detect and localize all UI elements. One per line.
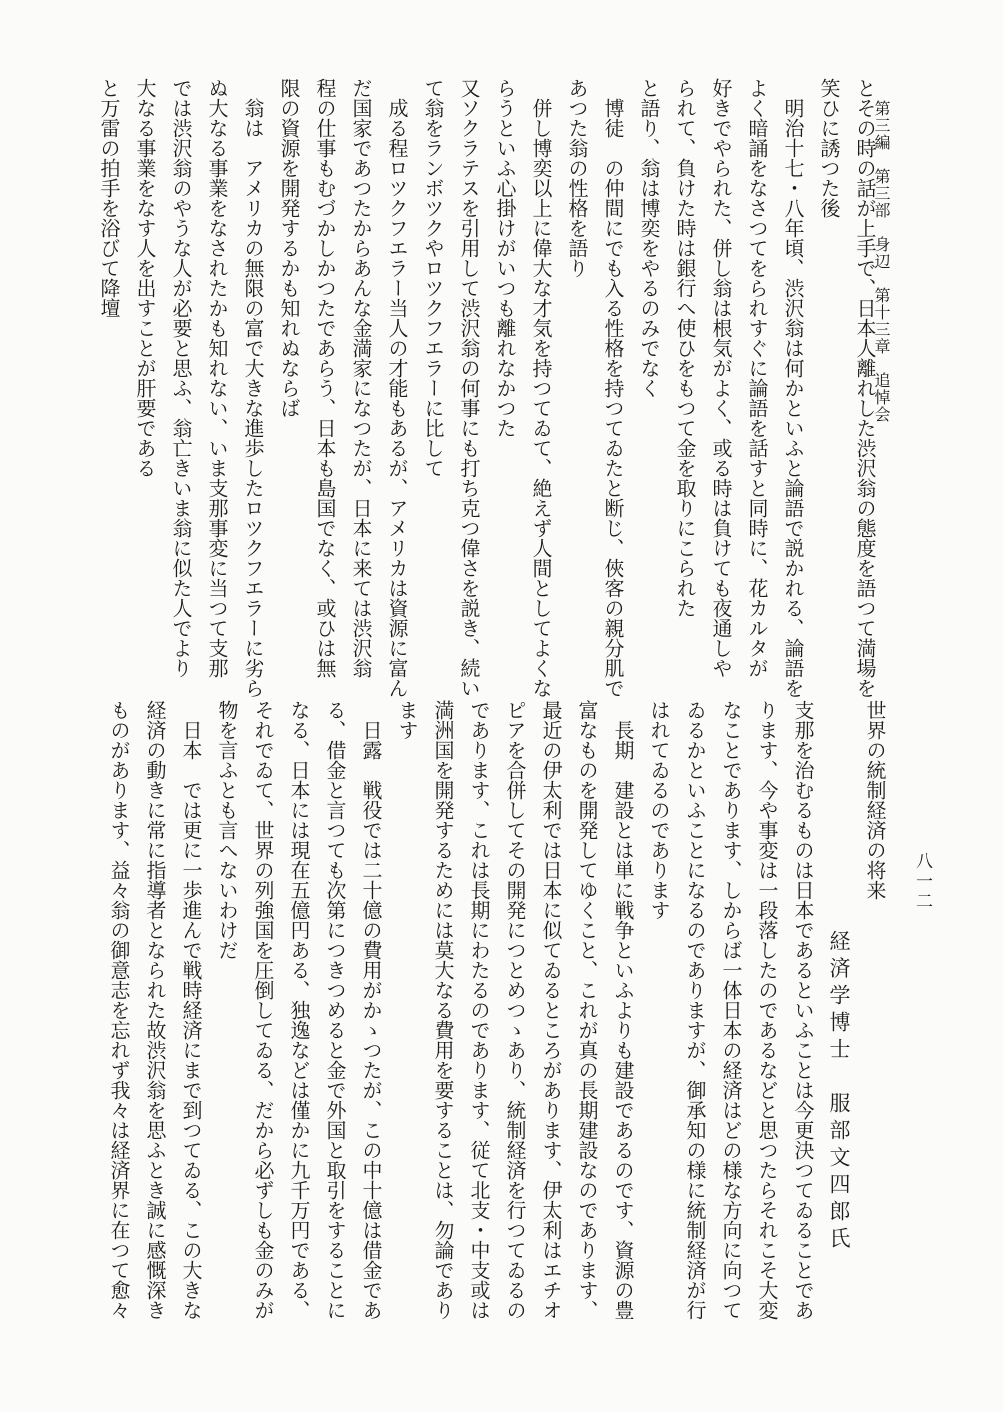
text-column: 経済の動きに常に指導者となられた故渋沢翁を思ふとき誠に感慨深き	[143, 700, 167, 1320]
text-column: 併し博奕以上に偉大な才気を持つてゐて、絶えず人間としてよくな	[529, 78, 553, 698]
text-column: はれてゐるのであります	[647, 700, 671, 920]
text-column: られて、負けた時は銀行へ使ひをもつて金を取りにこられた	[673, 78, 697, 618]
text-column: 長期 建設とは単に戦争といふよりも建設であるのです、資源の豊	[611, 700, 635, 1320]
text-column: よく暗誦をなさつてをられすぐに論語を話すと同時に、花カルタが	[745, 78, 769, 678]
text-column: と万雷の拍手を浴びて降壇	[97, 78, 121, 318]
text-column: る、借金と言つても次第につきつめると金で外国と取引をすることに	[323, 700, 347, 1320]
text-column: ゐるかといふことになるのでありますが、御承知の様に統制経済が行	[683, 700, 707, 1320]
text-column: らうといふ心掛けがいつも離れなかつた	[493, 78, 517, 438]
text-column: 最近の伊太利では日本に似てゐるところがあります、伊太利はエチオ	[539, 700, 563, 1320]
lower-text-block	[33, 700, 893, 1340]
text-column: 翁は アメリカの無限の富で大きな進歩したロツクフエラーに劣ら	[241, 78, 265, 698]
text-column: 好きでやられた、併し翁は根気がよく、或る時は負けても夜通しや	[709, 78, 733, 678]
article-title: 世界の統制経済の将来	[863, 700, 887, 900]
text-column: 博徒 の仲間にでも入る性格を持つてゐたと断じ、俠客の親分肌で	[601, 78, 625, 698]
article-author: 経済学博士 服部文四郎氏	[827, 930, 851, 1254]
text-column: ります、今や事変は一段落したのであるなどと思つたらそれこそ大変	[755, 700, 779, 1320]
text-column: 日露 戦役では二十億の費用がかゝつたが、この中十億は借金であ	[359, 700, 383, 1320]
text-column: 成る程ロツクフエラー当人の才能もあるが、アメリカは資源に富ん	[385, 78, 409, 698]
text-column: 富なものを開発してゆくこと、これが真の長期建設なのであります、	[575, 700, 599, 1320]
text-column: であります、これは長期にわたるのであります、従て北支・中支或は	[467, 700, 491, 1320]
text-column: ものがあります、益々翁の御意志を忘れず我々は経済界に在つて愈々	[107, 700, 131, 1320]
text-column: では渋沢翁のやうな人が必要と思ふ、翁亡きいま翁に似た人でより	[169, 78, 193, 678]
text-column: 大なる事業をなす人を出すことが肝要である	[133, 78, 157, 478]
page-number: 八一二	[912, 852, 932, 912]
text-column: 支那を治むるものは日本であるといふことは今更決つてゐることであ	[791, 700, 815, 1320]
text-column: だ国家であつたからあんな金満家になつたが、日本に来ては渋沢翁	[349, 78, 373, 678]
text-column: 笑ひに誘つた後	[817, 78, 841, 218]
text-column: なことであります、しからば一体日本の経済はどの様な方向に向つて	[719, 700, 743, 1320]
text-column: ます	[395, 700, 419, 740]
text-column: ピアを合併してその開発につとめつゝあり、統制経済を行つてゐるの	[503, 700, 527, 1320]
text-column: 明治十七・八年頃、渋沢翁は何かといふと論語で説かれる、論語を	[781, 78, 805, 698]
upper-text-block	[63, 78, 883, 698]
text-column: 限の資源を開発するかも知れぬならば	[277, 78, 301, 418]
text-column: と語り、翁は博奕をやるのみでなく	[637, 78, 661, 398]
text-column: て翁をランボツクやロツクフエラーに比して	[421, 78, 445, 478]
text-column: 満洲国を開発するためには莫大なる費用を要することは、勿論であり	[431, 700, 455, 1320]
text-column: 又ソクラテスを引用して渋沢翁の何事にも打ち克つ偉さを説き、続い	[457, 78, 481, 698]
text-column: 物を言ふとも言へないわけだ	[215, 700, 239, 960]
text-column: なる、日本には現在五億円ある、独逸などは僅かに九千万円である、	[287, 700, 311, 1320]
text-column: 日本 では更に一歩進んで戦時経済にまで到つてゐる、この大きな	[179, 700, 203, 1320]
text-column: あつた翁の性格を語り	[565, 78, 589, 278]
running-head: 第三編 第三部 身辺 第十三章 追悼会	[872, 100, 891, 423]
text-column: 程の仕事もむづかしかつたであらう、日本も島国でなく、或ひは無	[313, 78, 337, 678]
text-column: とその時の話が上手で、日本人離れした渋沢翁の態度を語つて満場を	[853, 78, 877, 698]
text-column: ぬ大なる事業をなされたかも知れない、いま支那事変に当つて支那	[205, 78, 229, 678]
text-column: それでゐて、世界の列強国を圧倒してゐる、だから必ずしも金のみが	[251, 700, 275, 1320]
